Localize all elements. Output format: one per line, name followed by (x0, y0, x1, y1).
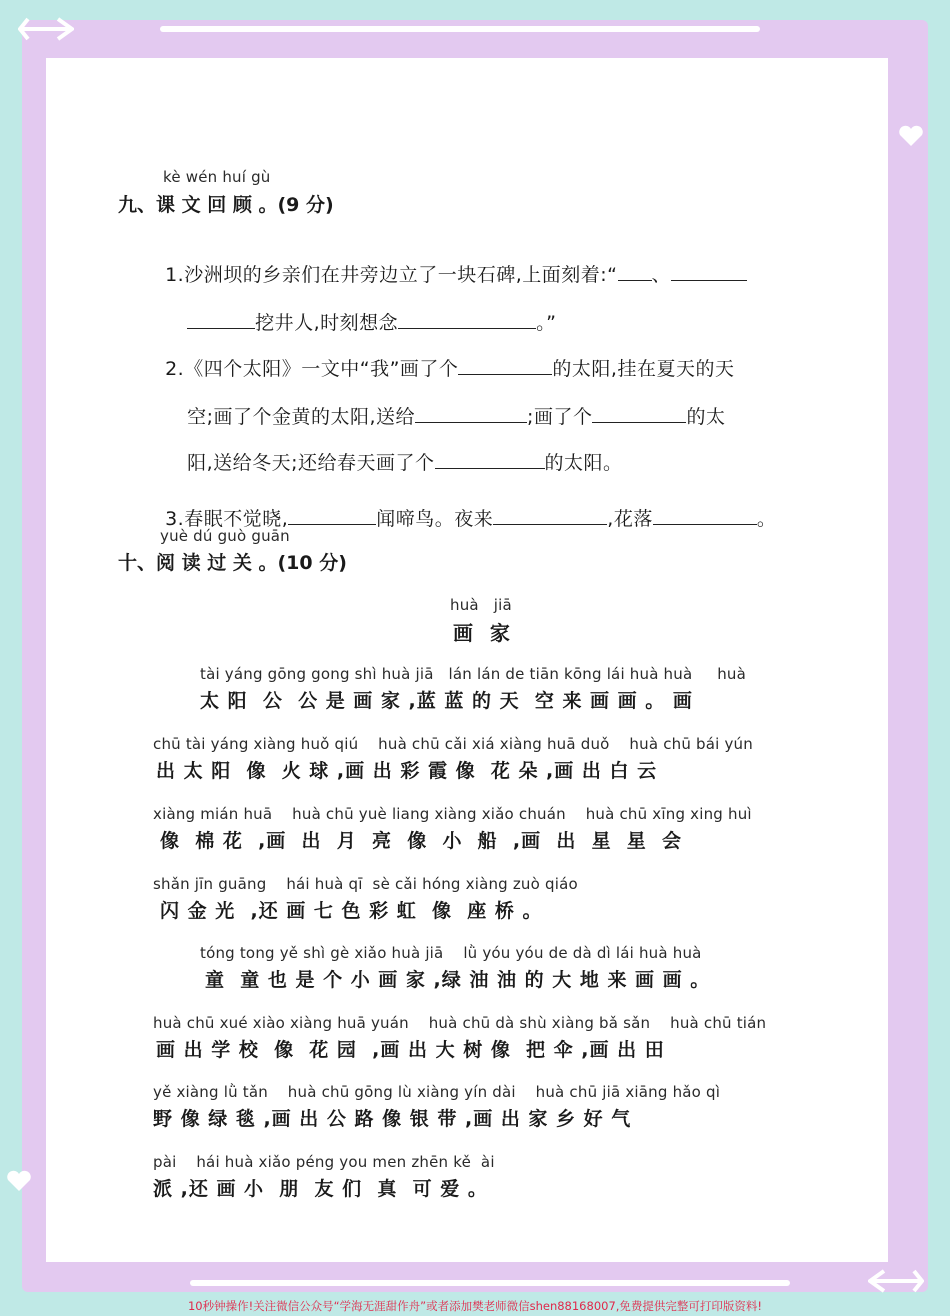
story-text-line: 童 童 也 是 个 小 画 家 ,绿 油 油 的 大 地 来 画 画 。 (205, 969, 711, 991)
story-pinyin-line: pài hái huà xiǎo péng you men zhēn kě ài (153, 1153, 495, 1171)
story-pinyin-line: tóng tong yě shì gè xiǎo huà jiā lǜ yóu yóu de dà dì lái huà huà (200, 944, 702, 962)
frame-bottom-ribbon (190, 1280, 790, 1286)
story-pinyin-line: huà chū xué xiào xiàng huā yuán huà chū dà shù xiàng bǎ sǎn huà chū tián (153, 1014, 767, 1032)
answer-blank[interactable] (653, 506, 757, 525)
question-1-comma: 、 (651, 264, 672, 286)
frame-top-ribbon (160, 26, 760, 32)
story-text-line: 出 太 阳 像 火 球 ,画 出 彩 霞 像 花 朵 ,画 出 白 云 (156, 760, 658, 782)
section-9-pinyin: kè wén huí gù (163, 168, 271, 186)
section-10-pinyin: yuè dú guò guān (160, 527, 290, 545)
question-3 (152, 482, 776, 531)
question-1-text: 1.沙洲坝的乡亲们在井旁边立了一块石碑,上面刻着:“ (165, 264, 618, 286)
footer-notice: 10秒钟操作!关注微信公众号“学海无涯甜作舟”或者添加樊老师微信shen88168007,免费提供完整可打印版资料! (187, 1299, 763, 1313)
question-2-line-1 (152, 332, 734, 381)
story-title-pinyin: huà jiā (450, 596, 512, 614)
question-2-text-b: 的太阳,挂在夏天的天 (552, 358, 735, 380)
story-text-line: 画 出 学 校 像 花 园 ,画 出 大 树 像 把 伞 ,画 出 田 (156, 1039, 665, 1061)
question-2-line-3-b: 的太阳。 (544, 452, 623, 474)
story-pinyin-line: xiàng mián huā huà chū yuè liang xiàng xiǎo chuán huà chū xīng xing huì (153, 805, 752, 823)
question-3-a: 3.春眠不觉晓, (165, 508, 289, 530)
story-title: 画 家 (453, 621, 511, 645)
arrow-icon (868, 1268, 924, 1294)
story-pinyin-line: chū tài yáng xiàng huǒ qiú huà chū cǎi xiá xiàng huā duǒ huà chū bái yún (153, 735, 753, 753)
answer-blank[interactable] (592, 404, 686, 423)
answer-blank[interactable] (187, 310, 255, 329)
question-2-line-3 (174, 426, 623, 475)
question-2-line-2-a: 空;画了个金黄的太阳,送给 (187, 406, 416, 428)
answer-blank[interactable] (671, 262, 747, 281)
question-1-end: 。” (536, 312, 557, 334)
question-1-line-2 (174, 286, 556, 335)
question-2-line-2-b: ;画了个 (527, 406, 593, 428)
heart-icon (898, 125, 924, 147)
story-text-line: 闪 金 光 ,还 画 七 色 彩 虹 像 座 桥 。 (160, 900, 543, 922)
heart-icon (6, 1170, 32, 1192)
answer-blank[interactable] (288, 506, 376, 525)
question-3-b: 闻啼鸟。夜来 (376, 508, 494, 530)
question-1-text-2: 挖井人,时刻想念 (255, 312, 399, 334)
answer-blank[interactable] (415, 404, 527, 423)
story-text-line: 野 像 绿 毯 ,画 出 公 路 像 银 带 ,画 出 家 乡 好 气 (153, 1108, 632, 1130)
question-1-line-1 (152, 238, 747, 287)
question-2-text: 2.《四个太阳》一文中“我”画了个 (165, 358, 459, 380)
arrow-icon (18, 16, 74, 42)
question-3-c: ,花落 (607, 508, 653, 530)
story-pinyin-line: tài yáng gōng gong shì huà jiā lán lán de tiān kōng lái huà huà huà (200, 665, 747, 683)
answer-blank[interactable] (398, 310, 536, 329)
question-2-line-3-a: 阳,送给冬天;还给春天画了个 (187, 452, 435, 474)
answer-blank[interactable] (435, 450, 545, 469)
answer-blank[interactable] (618, 262, 652, 281)
story-text-line: 像 棉 花 ,画 出 月 亮 像 小 船 ,画 出 星 星 会 (160, 830, 683, 852)
question-3-d: 。 (756, 508, 777, 530)
answer-blank[interactable] (458, 356, 552, 375)
story-pinyin-line: yě xiàng lǜ tǎn huà chū gōng lù xiàng yín dài huà chū jiā xiāng hǎo qì (153, 1083, 721, 1101)
story-text-line: 派 ,还 画 小 朋 友 们 真 可 爱 。 (153, 1178, 488, 1200)
question-2-line-2 (174, 380, 725, 429)
story-text-line: 太 阳 公 公 是 画 家 ,蓝 蓝 的 天 空 来 画 画 。 画 (200, 690, 693, 712)
section-9-title: 九、课 文 回 顾 。(9 分) (118, 194, 334, 216)
question-2-line-2-c: 的太 (686, 406, 726, 428)
section-10-title: 十、阅 读 过 关 。(10 分) (118, 552, 347, 574)
answer-blank[interactable] (493, 506, 607, 525)
story-pinyin-line: shǎn jīn guāng hái huà qī sè cǎi hóng xiàng zuò qiáo (153, 875, 578, 893)
